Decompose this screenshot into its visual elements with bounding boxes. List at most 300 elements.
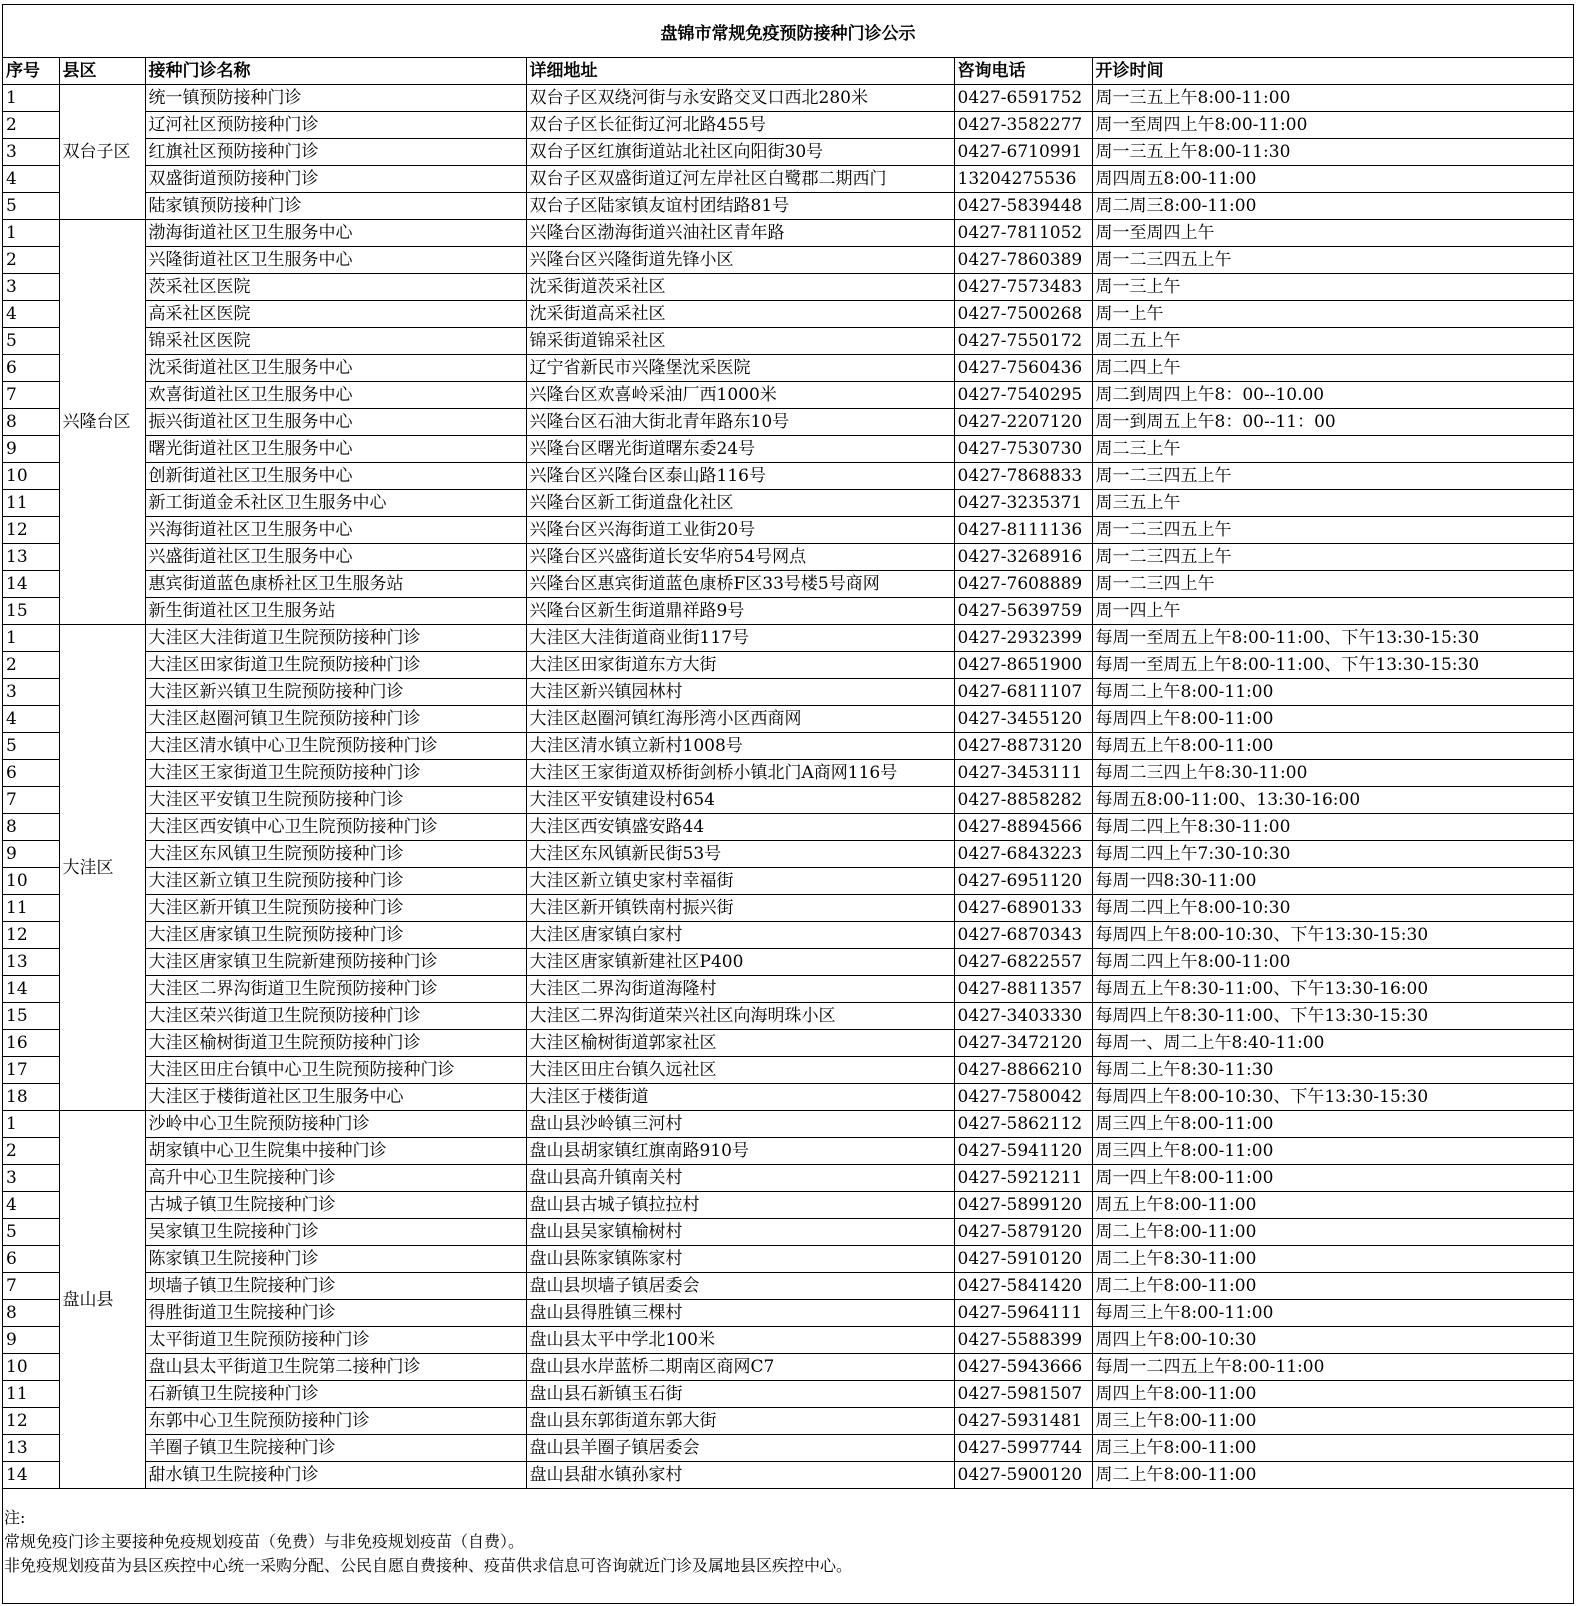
clinic-phone: 0427-5588399 (954, 1327, 1092, 1354)
clinic-phone: 0427-6870343 (954, 922, 1092, 949)
clinic-hours: 每周二四上午8:00-10:30 (1092, 895, 1573, 922)
table-row (3, 679, 1573, 706)
clinic-address: 大洼区唐家镇白家村 (526, 922, 954, 949)
clinic-hours: 周一二三四五上午 (1092, 463, 1573, 490)
clinic-phone: 0427-5941120 (954, 1138, 1092, 1165)
clinic-address: 兴隆台区兴隆街道先锋小区 (526, 247, 954, 274)
table-row (3, 247, 1573, 274)
table-row (3, 922, 1573, 949)
clinic-name: 甜水镇卫生院接种门诊 (145, 1462, 526, 1489)
table-row (3, 1408, 1573, 1435)
clinic-address: 兴隆台区新生街道鼎祥路9号 (526, 598, 954, 625)
clinic-name: 大洼区荣兴街道卫生院预防接种门诊 (145, 1003, 526, 1030)
clinic-address: 大洼区唐家镇新建社区P400 (526, 949, 954, 976)
row-index: 1 (3, 220, 59, 247)
table-row (3, 1246, 1573, 1273)
clinic-address: 沈采街道茨采社区 (526, 274, 954, 301)
clinic-name: 红旗社区预防接种门诊 (145, 139, 526, 166)
clinic-name: 陆家镇预防接种门诊 (145, 193, 526, 220)
clinic-phone: 0427-7540295 (954, 382, 1092, 409)
clinic-address: 大洼区平安镇建设村654 (526, 787, 954, 814)
clinic-phone: 0427-3403330 (954, 1003, 1092, 1030)
clinic-phone: 0427-5910120 (954, 1246, 1092, 1273)
clinic-phone: 0427-6822557 (954, 949, 1092, 976)
notes-label: 注: (4, 1508, 26, 1527)
row-index: 6 (3, 760, 59, 787)
clinic-hours: 周二上午8:00-11:00 (1092, 1273, 1573, 1300)
table-header (3, 58, 1573, 85)
clinic-hours: 周一二三四五上午 (1092, 517, 1573, 544)
header-county: 县区 (59, 58, 145, 85)
clinic-name: 振兴街道社区卫生服务中心 (145, 409, 526, 436)
table-body (3, 85, 1573, 1489)
row-index: 13 (3, 544, 59, 571)
table-row (3, 1084, 1573, 1111)
row-index: 1 (3, 625, 59, 652)
clinic-phone: 0427-7573483 (954, 274, 1092, 301)
clinic-name: 陈家镇卫生院接种门诊 (145, 1246, 526, 1273)
table-row (3, 544, 1573, 571)
clinic-hours: 周三上午8:00-11:00 (1092, 1435, 1573, 1462)
clinic-hours: 周二上午8:00-11:00 (1092, 1462, 1573, 1489)
table-row (3, 1273, 1573, 1300)
row-index: 2 (3, 247, 59, 274)
header-hours: 开诊时间 (1092, 58, 1573, 85)
clinic-address: 大洼区田庄台镇久远社区 (526, 1057, 954, 1084)
row-index: 10 (3, 1354, 59, 1381)
clinic-address: 大洼区新兴镇园林村 (526, 679, 954, 706)
clinic-address: 大洼区榆树街道郭家社区 (526, 1030, 954, 1057)
clinic-name: 锦采社区医院 (145, 328, 526, 355)
clinic-hours: 每周一二四五上午8:00-11:00 (1092, 1354, 1573, 1381)
table-row (3, 1435, 1573, 1462)
clinic-address: 大洼区西安镇盛安路44 (526, 814, 954, 841)
clinic-name: 盘山县太平街道卫生院第二接种门诊 (145, 1354, 526, 1381)
clinic-name: 新工街道金禾社区卫生服务中心 (145, 490, 526, 517)
row-index: 5 (3, 328, 59, 355)
table-row (3, 706, 1573, 733)
clinic-address: 盘山县甜水镇孙家村 (526, 1462, 954, 1489)
clinic-phone: 0427-7500268 (954, 301, 1092, 328)
row-index: 1 (3, 85, 59, 112)
table-row (3, 85, 1573, 112)
row-index: 1 (3, 1111, 59, 1138)
table-row (3, 760, 1573, 787)
clinic-hours: 周四上午8:00-10:30 (1092, 1327, 1573, 1354)
clinic-hours: 每周二三四上午8:30-11:00 (1092, 760, 1573, 787)
table-row (3, 409, 1573, 436)
clinic-address: 辽宁省新民市兴隆堡沈采医院 (526, 355, 954, 382)
clinic-name: 沈采街道社区卫生服务中心 (145, 355, 526, 382)
county-cell: 盘山县 (59, 1111, 145, 1489)
row-index: 7 (3, 787, 59, 814)
clinic-name: 大洼区田庄台镇中心卫生院预防接种门诊 (145, 1057, 526, 1084)
clinic-phone: 0427-8811357 (954, 976, 1092, 1003)
clinic-address: 兴隆台区惠宾街道蓝色康桥F区33号楼5号商网 (526, 571, 954, 598)
row-index: 4 (3, 301, 59, 328)
clinic-address: 锦采街道锦采社区 (526, 328, 954, 355)
county-cell: 大洼区 (59, 625, 145, 1111)
note-line: 非免疫规划疫苗为县区疾控中心统一采购分配、公民自愿自费接种、疫苗供求信息可咨询就近门诊及属地县区疾控中心。 (4, 1556, 853, 1575)
clinic-hours: 周二上午8:00-11:00 (1092, 1219, 1573, 1246)
clinic-address: 大洼区大洼街道商业街117号 (526, 625, 954, 652)
clinic-phone: 0427-6890133 (954, 895, 1092, 922)
clinic-name: 大洼区王家街道卫生院预防接种门诊 (145, 760, 526, 787)
clinic-phone: 0427-7860389 (954, 247, 1092, 274)
clinic-hours: 周二上午8:30-11:00 (1092, 1246, 1573, 1273)
clinic-phone: 0427-2932399 (954, 625, 1092, 652)
clinic-name: 大洼区唐家镇卫生院预防接种门诊 (145, 922, 526, 949)
note-line: 常规免疫门诊主要接种免疫规划疫苗（免费）与非免疫规划疫苗（自费）。 (4, 1532, 525, 1551)
clinic-hours: 周二到周四上午8：00--10.00 (1092, 382, 1573, 409)
clinic-name: 沙岭中心卫生院预防接种门诊 (145, 1111, 526, 1138)
row-index: 15 (3, 1003, 59, 1030)
clinic-address: 兴隆台区欢喜岭采油厂西1000米 (526, 382, 954, 409)
county-cell: 双台子区 (59, 85, 145, 220)
clinic-address: 盘山县东郭街道东郭大街 (526, 1408, 954, 1435)
clinic-phone: 0427-8111136 (954, 517, 1092, 544)
row-index: 8 (3, 1300, 59, 1327)
clinic-address: 大洼区清水镇立新村1008号 (526, 733, 954, 760)
table-row (3, 787, 1573, 814)
row-index: 12 (3, 1408, 59, 1435)
clinic-name: 兴海街道社区卫生服务中心 (145, 517, 526, 544)
clinic-hours: 周一二三四上午 (1092, 571, 1573, 598)
clinic-address: 大洼区于楼街道 (526, 1084, 954, 1111)
clinic-hours: 每周一至周五上午8:00-11:00、下午13:30-15:30 (1092, 625, 1573, 652)
clinic-name: 大洼区西安镇中心卫生院预防接种门诊 (145, 814, 526, 841)
table-row (3, 895, 1573, 922)
clinic-hours: 周四周五8:00-11:00 (1092, 166, 1573, 193)
table-row (3, 355, 1573, 382)
clinic-phone: 0427-5931481 (954, 1408, 1092, 1435)
row-index: 9 (3, 1327, 59, 1354)
row-index: 4 (3, 166, 59, 193)
clinic-hours: 每周一至周五上午8:00-11:00、下午13:30-15:30 (1092, 652, 1573, 679)
clinic-hours: 每周二上午8:00-11:00 (1092, 679, 1573, 706)
clinic-phone: 0427-7530730 (954, 436, 1092, 463)
row-index: 3 (3, 679, 59, 706)
clinic-address: 沈采街道高采社区 (526, 301, 954, 328)
clinic-phone: 0427-3582277 (954, 112, 1092, 139)
clinic-phone: 0427-7560436 (954, 355, 1092, 382)
row-index: 13 (3, 949, 59, 976)
row-index: 11 (3, 490, 59, 517)
row-index: 16 (3, 1030, 59, 1057)
clinic-hours: 每周四上午8:00-10:30、下午13:30-15:30 (1092, 1084, 1573, 1111)
clinic-address: 盘山县陈家镇陈家村 (526, 1246, 954, 1273)
clinic-phone: 0427-6710991 (954, 139, 1092, 166)
table-row (3, 166, 1573, 193)
table-row (3, 1192, 1573, 1219)
clinic-phone: 0427-7811052 (954, 220, 1092, 247)
table-row (3, 1138, 1573, 1165)
clinic-address: 大洼区东风镇新民街53号 (526, 841, 954, 868)
clinic-address: 兴隆台区曙光街道曙东委24号 (526, 436, 954, 463)
row-index: 11 (3, 1381, 59, 1408)
table-row (3, 571, 1573, 598)
clinic-name: 大洼区唐家镇卫生院新建预防接种门诊 (145, 949, 526, 976)
clinic-name: 大洼区平安镇卫生院预防接种门诊 (145, 787, 526, 814)
row-index: 14 (3, 976, 59, 1003)
clinic-address: 大洼区王家街道双桥街剑桥小镇北门A商网116号 (526, 760, 954, 787)
clinic-phone: 0427-5841420 (954, 1273, 1092, 1300)
clinic-name: 高采社区医院 (145, 301, 526, 328)
clinic-hours: 周五上午8:00-11:00 (1092, 1192, 1573, 1219)
clinic-address: 盘山县水岸蓝桥二期南区商网C7 (526, 1354, 954, 1381)
table-row (3, 841, 1573, 868)
clinic-address: 双台子区双盛街道辽河左岸社区白鹭郡二期西门 (526, 166, 954, 193)
clinic-address: 双台子区双绕河街与永安路交叉口西北280米 (526, 85, 954, 112)
clinic-hours: 每周五上午8:00-11:00 (1092, 733, 1573, 760)
clinic-name: 大洼区于楼街道社区卫生服务中心 (145, 1084, 526, 1111)
table-row (3, 1219, 1573, 1246)
clinic-address: 大洼区二界沟街道海隆村 (526, 976, 954, 1003)
clinic-hours: 周二四上午 (1092, 355, 1573, 382)
header-index: 序号 (3, 58, 59, 85)
clinic-hours: 周一二三四五上午 (1092, 544, 1573, 571)
clinic-name: 大洼区田家街道卫生院预防接种门诊 (145, 652, 526, 679)
table-row (3, 949, 1573, 976)
clinic-name: 大洼区清水镇中心卫生院预防接种门诊 (145, 733, 526, 760)
clinic-phone: 0427-8858282 (954, 787, 1092, 814)
header-address: 详细地址 (526, 58, 954, 85)
clinic-phone: 0427-7580042 (954, 1084, 1092, 1111)
clinic-hours: 每周二四上午8:30-11:00 (1092, 814, 1573, 841)
clinic-address: 大洼区新开镇铁南村振兴街 (526, 895, 954, 922)
clinic-hours: 周三五上午 (1092, 490, 1573, 517)
row-index: 9 (3, 841, 59, 868)
clinic-phone: 0427-8651900 (954, 652, 1092, 679)
clinic-name: 羊圈子镇卫生院接种门诊 (145, 1435, 526, 1462)
row-index: 18 (3, 1084, 59, 1111)
clinic-phone: 0427-8894566 (954, 814, 1092, 841)
row-index: 17 (3, 1057, 59, 1084)
table-row (3, 193, 1573, 220)
clinic-address: 盘山县吴家镇榆树村 (526, 1219, 954, 1246)
clinic-address: 兴隆台区渤海街道兴油社区青年路 (526, 220, 954, 247)
clinic-address: 兴隆台区兴海街道工业街20号 (526, 517, 954, 544)
row-index: 6 (3, 1246, 59, 1273)
table-row (3, 1354, 1573, 1381)
clinic-hours: 周三四上午8:00-11:00 (1092, 1111, 1573, 1138)
clinic-name: 胡家镇中心卫生院集中接种门诊 (145, 1138, 526, 1165)
table-row (3, 1057, 1573, 1084)
table-row (3, 1111, 1573, 1138)
clinic-address: 盘山县胡家镇红旗南路910号 (526, 1138, 954, 1165)
clinic-hours: 每周四上午8:30-11:00、下午13:30-15:30 (1092, 1003, 1573, 1030)
table-row (3, 517, 1573, 544)
clinic-address: 盘山县太平中学北100米 (526, 1327, 954, 1354)
row-index: 7 (3, 382, 59, 409)
clinic-phone: 13204275536 (954, 166, 1092, 193)
clinic-hours: 周一三上午 (1092, 274, 1573, 301)
clinic-name: 大洼区榆树街道卫生院预防接种门诊 (145, 1030, 526, 1057)
clinic-phone: 0427-3455120 (954, 706, 1092, 733)
row-index: 5 (3, 193, 59, 220)
clinic-address: 兴隆台区石油大街北青年路东10号 (526, 409, 954, 436)
clinic-address: 双台子区长征街辽河北路455号 (526, 112, 954, 139)
clinic-hours: 每周三上午8:00-11:00 (1092, 1300, 1573, 1327)
clinic-name: 新生街道社区卫生服务站 (145, 598, 526, 625)
clinic-address: 大洼区二界沟街道荣兴社区向海明珠小区 (526, 1003, 954, 1030)
table-row (3, 1462, 1573, 1489)
clinic-hours: 每周二四上午8:00-11:00 (1092, 949, 1573, 976)
clinic-phone: 0427-7608889 (954, 571, 1092, 598)
row-index: 14 (3, 1462, 59, 1489)
clinic-hours: 周四上午8:00-11:00 (1092, 1381, 1573, 1408)
row-index: 2 (3, 1138, 59, 1165)
clinic-phone: 0427-5981507 (954, 1381, 1092, 1408)
clinic-name: 茨采社区医院 (145, 274, 526, 301)
table-row (3, 274, 1573, 301)
clinic-name: 大洼区赵圈河镇卫生院预防接种门诊 (145, 706, 526, 733)
clinic-name: 古城子镇卫生院接种门诊 (145, 1192, 526, 1219)
clinic-address: 盘山县羊圈子镇居委会 (526, 1435, 954, 1462)
row-index: 14 (3, 571, 59, 598)
row-index: 5 (3, 733, 59, 760)
clinic-phone: 0427-6951120 (954, 868, 1092, 895)
clinic-name: 大洼区新兴镇卫生院预防接种门诊 (145, 679, 526, 706)
clinic-phone: 0427-7550172 (954, 328, 1092, 355)
clinic-table (3, 58, 1573, 1489)
clinic-phone: 0427-5943666 (954, 1354, 1092, 1381)
row-index: 5 (3, 1219, 59, 1246)
clinic-name: 欢喜街道社区卫生服务中心 (145, 382, 526, 409)
clinic-address: 盘山县高升镇南关村 (526, 1165, 954, 1192)
clinic-name: 曙光街道社区卫生服务中心 (145, 436, 526, 463)
clinic-phone: 0427-6811107 (954, 679, 1092, 706)
clinic-hours: 周一上午 (1092, 301, 1573, 328)
table-row (3, 1327, 1573, 1354)
table-row (3, 112, 1573, 139)
header-clinic-name: 接种门诊名称 (145, 58, 526, 85)
clinic-name: 东郭中心卫生院预防接种门诊 (145, 1408, 526, 1435)
clinic-hours: 周二五上午 (1092, 328, 1573, 355)
clinic-phone: 0427-8873120 (954, 733, 1092, 760)
clinic-name: 兴隆街道社区卫生服务中心 (145, 247, 526, 274)
clinic-hours: 每周二四上午7:30-10:30 (1092, 841, 1573, 868)
clinic-name: 辽河社区预防接种门诊 (145, 112, 526, 139)
clinic-phone: 0427-5997744 (954, 1435, 1092, 1462)
county-cell: 兴隆台区 (59, 220, 145, 625)
table-row (3, 814, 1573, 841)
clinic-address: 盘山县古城子镇拉拉村 (526, 1192, 954, 1219)
clinic-address: 大洼区赵圈河镇红海彤湾小区西商网 (526, 706, 954, 733)
row-index: 11 (3, 895, 59, 922)
table-row (3, 598, 1573, 625)
clinic-hours: 周一四上午8:00-11:00 (1092, 1165, 1573, 1192)
clinic-address: 大洼区田家街道东方大街 (526, 652, 954, 679)
table-row (3, 382, 1573, 409)
clinic-name: 大洼区新立镇卫生院预防接种门诊 (145, 868, 526, 895)
clinic-address: 盘山县坝墙子镇居委会 (526, 1273, 954, 1300)
clinic-hours: 每周五上午8:30-11:00、下午13:30-16:00 (1092, 976, 1573, 1003)
clinic-phone: 0427-5879120 (954, 1219, 1092, 1246)
clinic-phone: 0427-8866210 (954, 1057, 1092, 1084)
clinic-hours: 每周一四8:30-11:00 (1092, 868, 1573, 895)
clinic-phone: 0427-5839448 (954, 193, 1092, 220)
row-index: 8 (3, 814, 59, 841)
clinic-address: 兴隆台区新工街道盘化社区 (526, 490, 954, 517)
table-row (3, 733, 1573, 760)
clinic-hours: 周一至周四上午 (1092, 220, 1573, 247)
clinic-hours: 周一三五上午8:00-11:00 (1092, 85, 1573, 112)
row-index: 12 (3, 517, 59, 544)
clinic-address: 大洼区新立镇史家村幸福街 (526, 868, 954, 895)
row-index: 13 (3, 1435, 59, 1462)
notes (4, 1506, 852, 1578)
table-row (3, 301, 1573, 328)
table-row (3, 328, 1573, 355)
clinic-hours: 每周四上午8:00-11:00 (1092, 706, 1573, 733)
clinic-hours: 周二三上午 (1092, 436, 1573, 463)
clinic-hours: 周二周三8:00-11:00 (1092, 193, 1573, 220)
table-row (3, 463, 1573, 490)
clinic-hours: 每周五8:00-11:00、13:30-16:00 (1092, 787, 1573, 814)
clinic-name: 坝墙子镇卫生院接种门诊 (145, 1273, 526, 1300)
clinic-hours: 周一三五上午8:00-11:30 (1092, 139, 1573, 166)
row-index: 3 (3, 139, 59, 166)
clinic-name: 创新街道社区卫生服务中心 (145, 463, 526, 490)
clinic-phone: 0427-7868833 (954, 463, 1092, 490)
clinic-hours: 周三上午8:00-11:00 (1092, 1408, 1573, 1435)
page-title: 盘锦市常规免疫预防接种门诊公示 (3, 5, 1573, 58)
table-row (3, 490, 1573, 517)
clinic-sheet (2, 4, 1574, 1604)
clinic-hours: 周一二三四五上午 (1092, 247, 1573, 274)
clinic-phone: 0427-3268916 (954, 544, 1092, 571)
clinic-name: 得胜街道卫生院接种门诊 (145, 1300, 526, 1327)
row-index: 6 (3, 355, 59, 382)
clinic-phone: 0427-3472120 (954, 1030, 1092, 1057)
table-row (3, 1381, 1573, 1408)
row-index: 2 (3, 652, 59, 679)
clinic-name: 兴盛街道社区卫生服务中心 (145, 544, 526, 571)
clinic-hours: 每周四上午8:00-10:30、下午13:30-15:30 (1092, 922, 1573, 949)
clinic-hours: 周一到周五上午8：00--11：00 (1092, 409, 1573, 436)
row-index: 7 (3, 1273, 59, 1300)
table-row (3, 436, 1573, 463)
table-row (3, 976, 1573, 1003)
clinic-phone: 0427-6591752 (954, 85, 1092, 112)
header-phone: 咨询电话 (954, 58, 1092, 85)
clinic-phone: 0427-3235371 (954, 490, 1092, 517)
row-index: 10 (3, 463, 59, 490)
clinic-name: 大洼区新开镇卫生院预防接种门诊 (145, 895, 526, 922)
clinic-address: 盘山县沙岭镇三河村 (526, 1111, 954, 1138)
clinic-hours: 周一四上午 (1092, 598, 1573, 625)
clinic-name: 大洼区二界沟街道卫生院预防接种门诊 (145, 976, 526, 1003)
table-row (3, 1300, 1573, 1327)
table-row (3, 652, 1573, 679)
table-row (3, 868, 1573, 895)
clinic-hours: 每周二上午8:30-11:30 (1092, 1057, 1573, 1084)
clinic-name: 大洼区大洼街道卫生院预防接种门诊 (145, 625, 526, 652)
clinic-name: 惠宾街道蓝色康桥社区卫生服务站 (145, 571, 526, 598)
clinic-phone: 0427-3453111 (954, 760, 1092, 787)
clinic-address: 兴隆台区兴盛街道长安华府54号网点 (526, 544, 954, 571)
row-index: 2 (3, 112, 59, 139)
clinic-address: 双台子区陆家镇友谊村团结路81号 (526, 193, 954, 220)
row-index: 3 (3, 1165, 59, 1192)
clinic-name: 渤海街道社区卫生服务中心 (145, 220, 526, 247)
clinic-phone: 0427-5900120 (954, 1462, 1092, 1489)
clinic-hours: 周三四上午8:00-11:00 (1092, 1138, 1573, 1165)
clinic-phone: 0427-5899120 (954, 1192, 1092, 1219)
clinic-name: 吴家镇卫生院接种门诊 (145, 1219, 526, 1246)
clinic-address: 兴隆台区兴隆台区泰山路116号 (526, 463, 954, 490)
